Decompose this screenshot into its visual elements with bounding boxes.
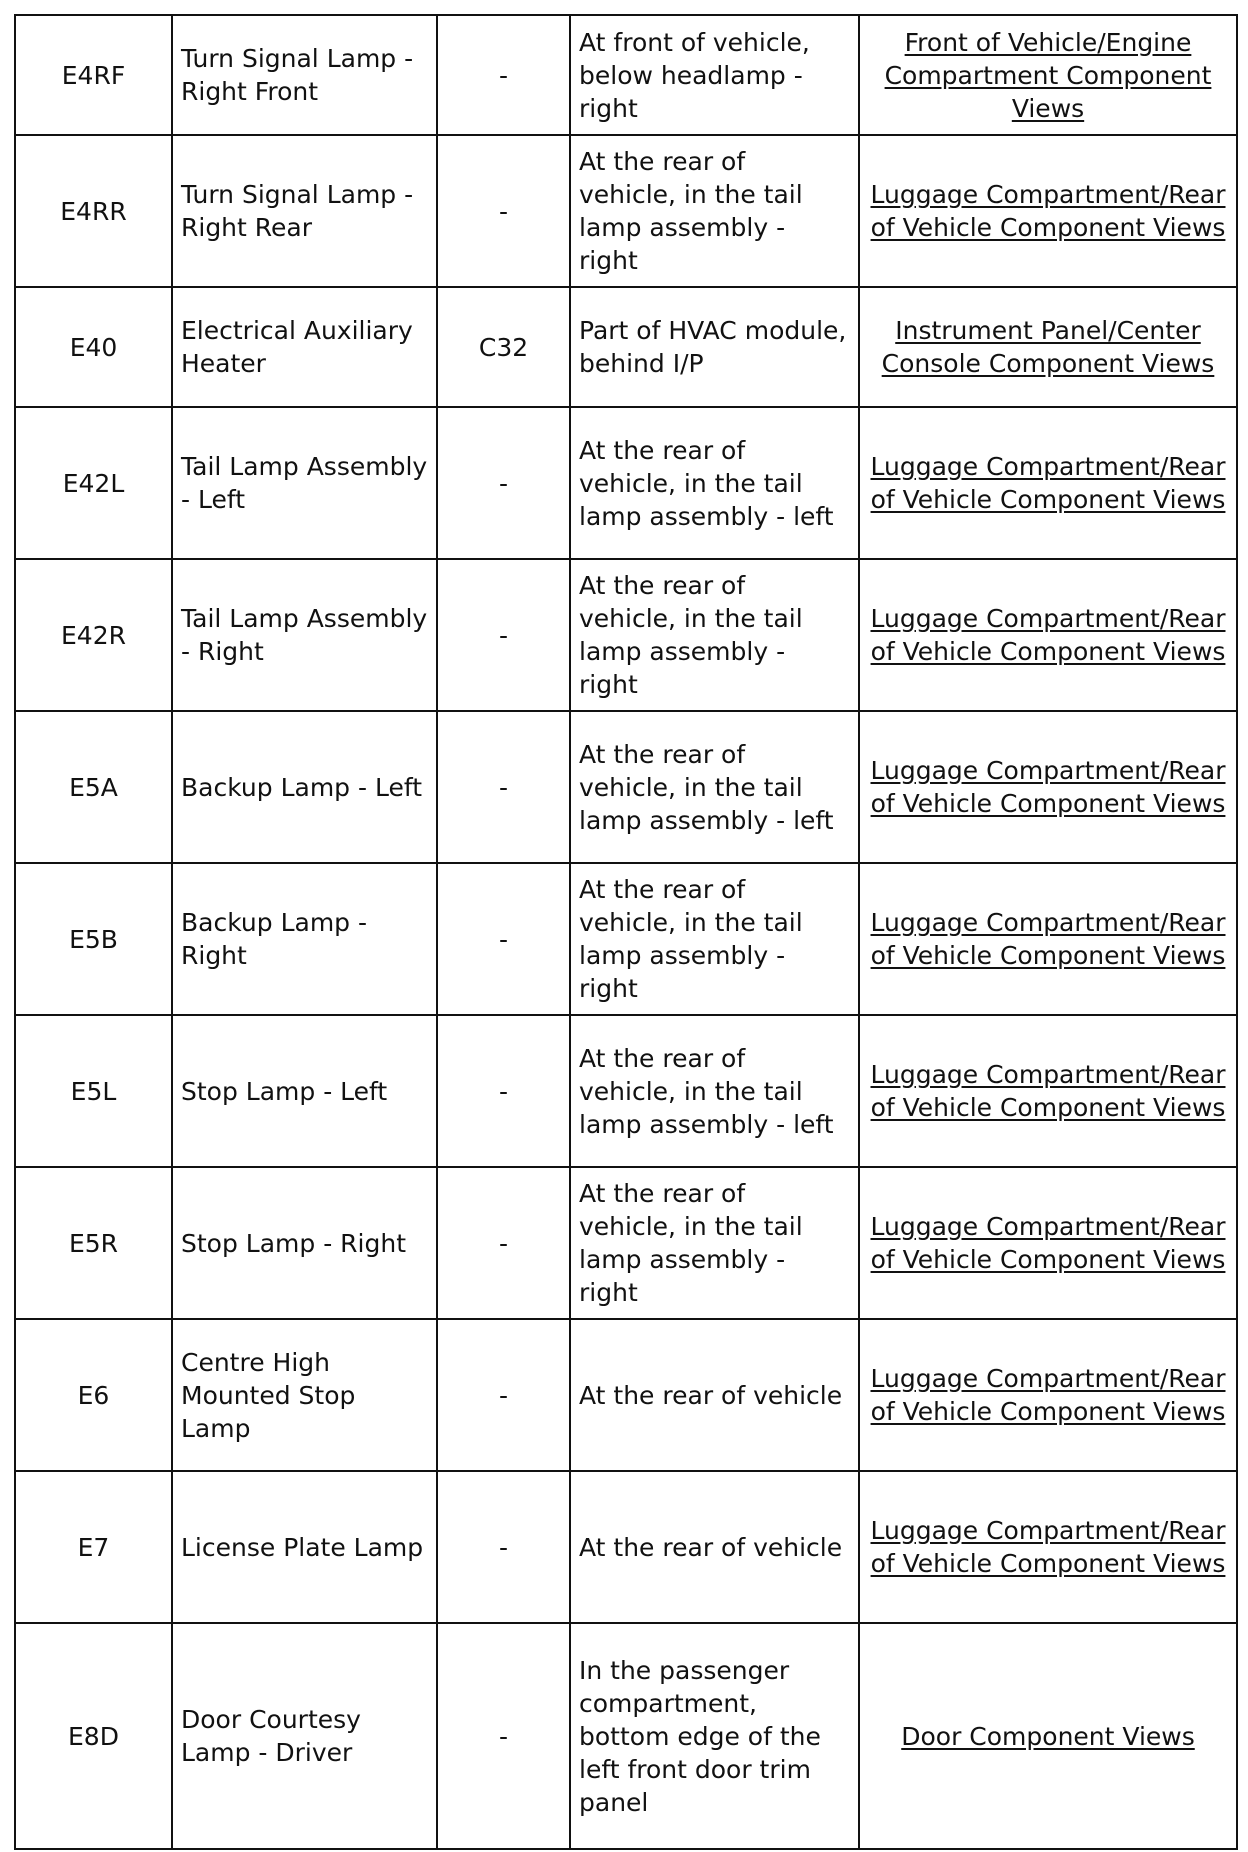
component-view-cell xyxy=(859,711,1237,863)
table-row xyxy=(15,407,1237,559)
component-location: At the rear of vehicle, in the tail lamp assembly - right xyxy=(570,863,859,1015)
component-view-link[interactable]: Luggage Compartment/Rear of Vehicle Component Views xyxy=(870,1516,1226,1578)
component-code: E5R xyxy=(15,1167,172,1319)
component-view-link[interactable]: Luggage Compartment/Rear of Vehicle Component Views xyxy=(870,908,1226,970)
component-view-cell xyxy=(859,135,1237,287)
connector-id: - xyxy=(437,15,570,135)
component-code: E42R xyxy=(15,559,172,711)
component-view-cell xyxy=(859,407,1237,559)
table-row xyxy=(15,1015,1237,1167)
component-view-link[interactable]: Luggage Compartment/Rear of Vehicle Component Views xyxy=(870,604,1226,666)
component-view-link[interactable]: Luggage Compartment/Rear of Vehicle Component Views xyxy=(870,756,1226,818)
component-location: At the rear of vehicle, in the tail lamp assembly - left xyxy=(570,711,859,863)
table-row xyxy=(15,135,1237,287)
connector-id: C32 xyxy=(437,287,570,407)
component-description: Electrical Auxiliary Heater xyxy=(172,287,437,407)
connector-id: - xyxy=(437,863,570,1015)
connector-id: - xyxy=(437,1167,570,1319)
table-row xyxy=(15,15,1237,135)
component-view-link[interactable]: Luggage Compartment/Rear of Vehicle Component Views xyxy=(870,452,1226,514)
component-code: E5A xyxy=(15,711,172,863)
component-description: Door Courtesy Lamp - Driver xyxy=(172,1623,437,1849)
component-description: License Plate Lamp xyxy=(172,1471,437,1623)
component-view-link[interactable]: Luggage Compartment/Rear of Vehicle Component Views xyxy=(870,1364,1226,1426)
table-row xyxy=(15,1623,1237,1849)
component-description: Stop Lamp - Right xyxy=(172,1167,437,1319)
table-row xyxy=(15,863,1237,1015)
component-view-link[interactable]: Instrument Panel/Center Console Component Views xyxy=(881,316,1215,378)
component-code: E7 xyxy=(15,1471,172,1623)
component-location: In the passenger compartment, bottom edge of the left front door trim panel xyxy=(570,1623,859,1849)
component-code: E42L xyxy=(15,407,172,559)
component-location: At the rear of vehicle, in the tail lamp assembly - right xyxy=(570,1167,859,1319)
component-location: At the rear of vehicle, in the tail lamp assembly - left xyxy=(570,407,859,559)
component-description: Tail Lamp Assembly - Left xyxy=(172,407,437,559)
table-row xyxy=(15,1471,1237,1623)
component-description: Backup Lamp - Left xyxy=(172,711,437,863)
component-code: E6 xyxy=(15,1319,172,1471)
table-row xyxy=(15,711,1237,863)
component-code: E4RR xyxy=(15,135,172,287)
component-description: Centre High Mounted Stop Lamp xyxy=(172,1319,437,1471)
component-code: E5B xyxy=(15,863,172,1015)
component-view-cell xyxy=(859,1167,1237,1319)
connector-id: - xyxy=(437,711,570,863)
component-code: E40 xyxy=(15,287,172,407)
table-row xyxy=(15,1319,1237,1471)
component-code: E5L xyxy=(15,1015,172,1167)
table-row xyxy=(15,287,1237,407)
component-code: E4RF xyxy=(15,15,172,135)
component-location: At the rear of vehicle, in the tail lamp assembly - right xyxy=(570,559,859,711)
component-view-cell xyxy=(859,1015,1237,1167)
component-location: At the rear of vehicle xyxy=(570,1471,859,1623)
component-view-cell xyxy=(859,559,1237,711)
component-description: Turn Signal Lamp - Right Front xyxy=(172,15,437,135)
component-view-cell xyxy=(859,863,1237,1015)
component-description: Stop Lamp - Left xyxy=(172,1015,437,1167)
component-location: At front of vehicle, below headlamp - right xyxy=(570,15,859,135)
component-locator-table xyxy=(14,14,1238,1850)
component-view-cell xyxy=(859,15,1237,135)
connector-id: - xyxy=(437,135,570,287)
component-view-link[interactable]: Door Component Views xyxy=(901,1721,1195,1751)
component-code: E8D xyxy=(15,1623,172,1849)
component-view-cell xyxy=(859,1623,1237,1849)
component-view-link[interactable]: Luggage Compartment/Rear of Vehicle Component Views xyxy=(870,1212,1226,1274)
connector-id: - xyxy=(437,407,570,559)
component-description: Tail Lamp Assembly - Right xyxy=(172,559,437,711)
table-row xyxy=(15,1167,1237,1319)
component-view-link[interactable]: Front of Vehicle/Engine Compartment Component Views xyxy=(884,27,1212,123)
component-description: Backup Lamp - Right xyxy=(172,863,437,1015)
table-row xyxy=(15,559,1237,711)
component-location: At the rear of vehicle xyxy=(570,1319,859,1471)
component-view-link[interactable]: Luggage Compartment/Rear of Vehicle Component Views xyxy=(870,1060,1226,1122)
connector-id: - xyxy=(437,1015,570,1167)
connector-id: - xyxy=(437,1319,570,1471)
connector-id: - xyxy=(437,1623,570,1849)
component-location: At the rear of vehicle, in the tail lamp assembly - left xyxy=(570,1015,859,1167)
component-location: Part of HVAC module, behind I/P xyxy=(570,287,859,407)
component-view-cell xyxy=(859,1319,1237,1471)
connector-id: - xyxy=(437,559,570,711)
component-view-cell xyxy=(859,1471,1237,1623)
component-view-link[interactable]: Luggage Compartment/Rear of Vehicle Component Views xyxy=(870,180,1226,242)
component-location: At the rear of vehicle, in the tail lamp assembly - right xyxy=(570,135,859,287)
component-description: Turn Signal Lamp - Right Rear xyxy=(172,135,437,287)
connector-id: - xyxy=(437,1471,570,1623)
component-view-cell xyxy=(859,287,1237,407)
